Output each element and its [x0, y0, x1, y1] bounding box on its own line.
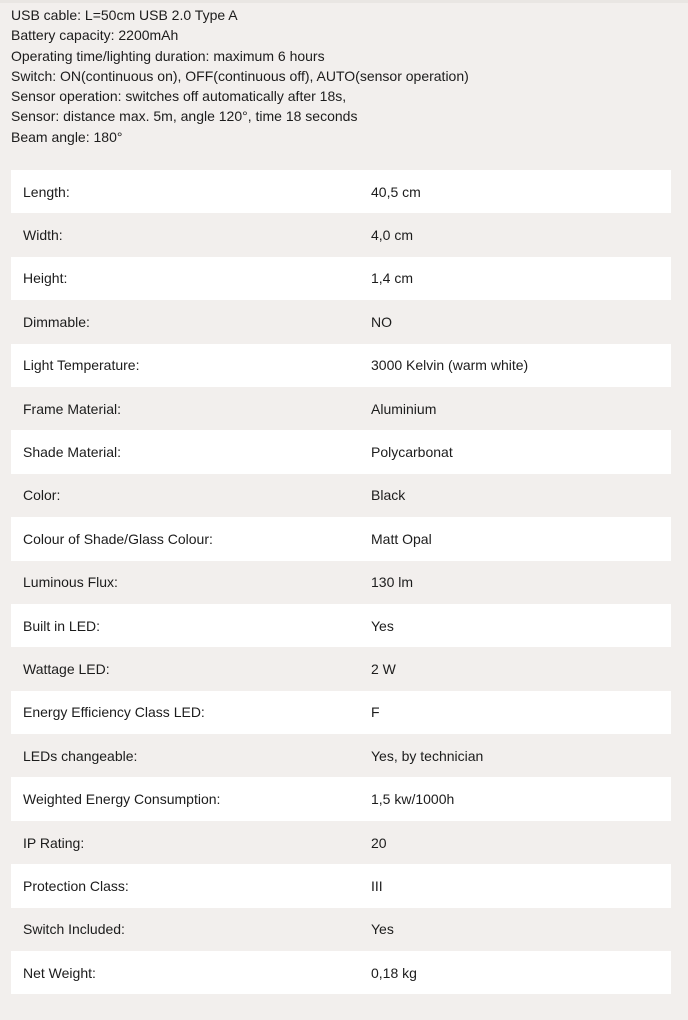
spec-value: NO — [371, 313, 392, 330]
spec-row-energy-class — [11, 691, 671, 734]
spec-row-ip-rating — [11, 821, 671, 864]
spec-row-frame-material — [11, 387, 671, 430]
spec-value: Yes — [371, 921, 394, 938]
spec-value: 3000 Kelvin (warm white) — [371, 357, 529, 374]
spec-label: Width: — [23, 227, 63, 244]
spec-row-built-in-led — [11, 604, 671, 647]
spec-label: Energy Efficiency Class LED: — [23, 704, 205, 721]
spec-row-protection-class — [11, 864, 671, 907]
spec-value: 130 lm — [371, 574, 414, 591]
spec-value: 0,18 kg — [371, 964, 417, 981]
spec-value: 20 — [371, 834, 387, 851]
spec-row-wattage-led — [11, 647, 671, 690]
spec-label: Length: — [23, 183, 70, 200]
spec-label: Height: — [23, 270, 68, 287]
spec-row-width — [11, 213, 671, 256]
description-line: Beam angle: 180° — [11, 128, 123, 145]
spec-row-leds-changeable — [11, 734, 671, 777]
spec-label: Frame Material: — [23, 400, 122, 417]
spec-value: Aluminium — [371, 400, 437, 417]
description-line: Switch: ON(continuous on), OFF(continuous off), AUTO(sensor operation) — [11, 67, 469, 84]
spec-label: Protection Class: — [23, 877, 129, 894]
spec-value: Yes, by technician — [371, 747, 484, 764]
spec-value: F — [371, 704, 380, 721]
spec-row-color — [11, 474, 671, 517]
description-line: Operating time/lighting duration: maximum 6 hours — [11, 47, 325, 64]
spec-label: Dimmable: — [23, 313, 90, 330]
spec-value: Yes — [371, 617, 394, 634]
spec-row-height — [11, 257, 671, 300]
spec-row-switch-included — [11, 908, 671, 951]
spec-label: LEDs changeable: — [23, 747, 138, 764]
spec-label: Colour of Shade/Glass Colour: — [23, 530, 213, 547]
top-edge-divider — [0, 0, 688, 3]
spec-value: Matt Opal — [371, 530, 432, 547]
spec-row-energy-consumption — [11, 777, 671, 820]
spec-value: 1,5 kw/1000h — [371, 791, 455, 808]
spec-label: Wattage LED: — [23, 660, 110, 677]
spec-label: Net Weight: — [23, 964, 96, 981]
description-line: Battery capacity: 2200mAh — [11, 27, 179, 44]
spec-label: Weighted Energy Consumption: — [23, 791, 221, 808]
spec-value: 1,4 cm — [371, 270, 414, 287]
spec-row-dimmable — [11, 300, 671, 343]
spec-row-light-temperature — [11, 344, 671, 387]
spec-label: Light Temperature: — [23, 357, 140, 374]
description-line: Sensor: distance max. 5m, angle 120°, time 18 seconds — [11, 108, 358, 125]
spec-row-net-weight — [11, 951, 671, 994]
description-line: Sensor operation: switches off automatically after 18s, — [11, 88, 347, 105]
spec-row-luminous-flux — [11, 561, 671, 604]
spec-label: Color: — [23, 487, 61, 504]
spec-value: Polycarbonat — [371, 444, 453, 461]
spec-label: IP Rating: — [23, 834, 85, 851]
spec-value: Black — [371, 487, 406, 504]
spec-value: III — [371, 877, 383, 894]
description-line: USB cable: L=50cm USB 2.0 Type A — [11, 7, 238, 23]
specifications-table — [11, 170, 671, 994]
spec-row-shade-colour — [11, 517, 671, 560]
spec-label: Luminous Flux: — [23, 574, 118, 591]
spec-label: Built in LED: — [23, 617, 101, 634]
spec-value: 4,0 cm — [371, 227, 414, 244]
spec-value: 2 W — [371, 660, 396, 677]
spec-row-shade-material — [11, 430, 671, 473]
product-description — [11, 5, 681, 147]
spec-label: Switch Included: — [23, 921, 125, 938]
spec-label: Shade Material: — [23, 444, 122, 461]
spec-row-length — [11, 170, 671, 213]
spec-value: 40,5 cm — [371, 183, 421, 200]
